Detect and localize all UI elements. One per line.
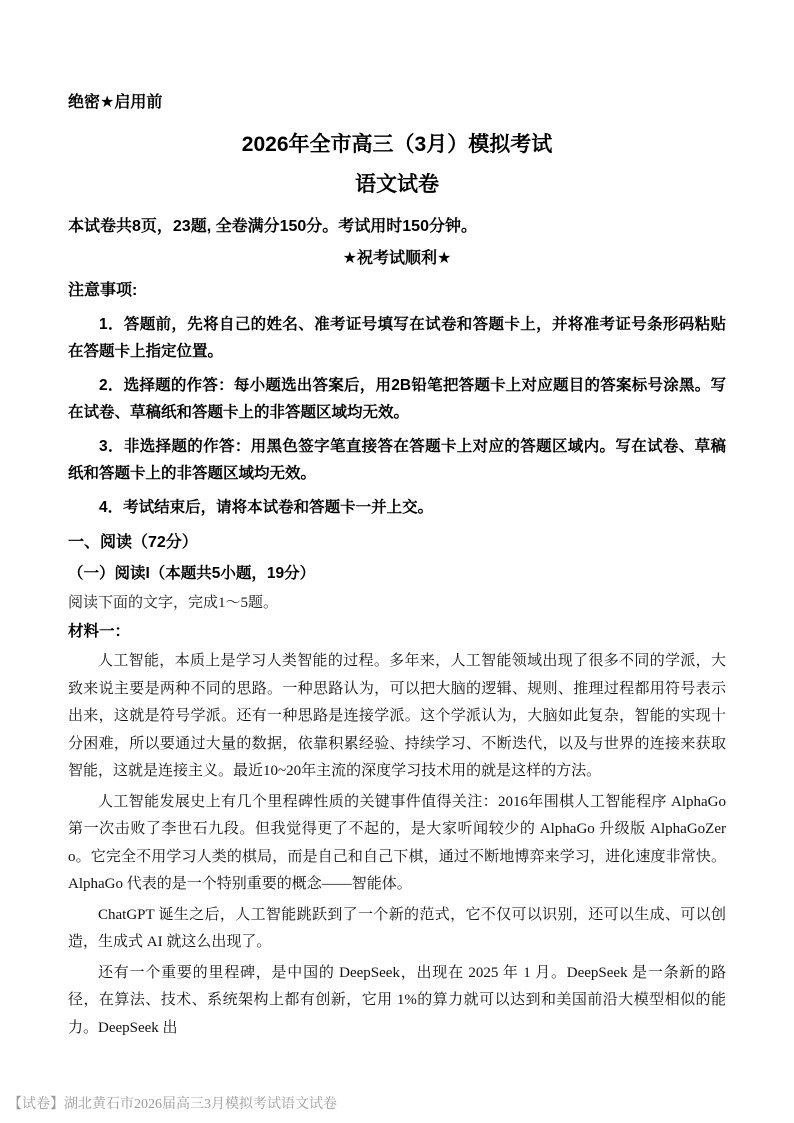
material-paragraph-2: 人工智能发展史上有几个里程碑性质的关键事件值得关注：2016年围棋人工智能程序 AlphaGo 第一次击败了李世石九段。但我觉得更了不起的，是大家听闻较少的 AlphaGo 升级版 AlphaGoZero。它完全不用学习人类的棋局，而是自己和自己下棋，通过不断地博弈来学习，进化速度非常快。AlphaGo 代表的是一个特别重要的概念——智能体。 — [68, 793, 726, 892]
notice-item-3: 3．非选择题的作答：用黑色签字笔直接答在答题卡上对应的答题区域内。写在试卷、草稿纸和答题卡上的非答题区域均无效。 — [68, 438, 726, 482]
section-subheading-reading-1: （一）阅读I（本题共5小题，19分） — [68, 565, 316, 582]
notice-item-2: 2．选择题的作答：每小题选出答案后，用2B铅笔把答题卡上对应题目的答案标号涂黑。写在试卷、草稿纸和答题卡上的非答题区域均无效。 — [68, 377, 726, 421]
reading-instruction: 阅读下面的文字，完成1～5题。 — [68, 595, 279, 611]
footer-source-note: 【试卷】湖北黄石市2026届高三3月模拟考试语文试卷 — [8, 1097, 337, 1112]
material-paragraph-3: ChatGPT 诞生之后，人工智能跳跃到了一个新的范式，它不仅可以识别，还可以生成、可以创造，生成式 AI 就这么出现了。 — [68, 906, 726, 950]
good-luck-line: ★祝考试顺利★ — [342, 250, 452, 267]
notice-title: 注意事项: — [68, 282, 138, 299]
classification-label: 绝密★启用前 — [68, 94, 163, 111]
section-heading-reading: 一、阅读（72分） — [68, 534, 198, 551]
material-one-label: 材料一： — [68, 623, 131, 640]
exam-title: 2026年全市高三（3月）模拟考试 — [241, 133, 553, 156]
material-paragraph-1: 人工智能，本质上是学习人类智能的过程。多年来，人工智能领域出现了很多不同的学派，大致来说主要是两种不同的思路。一种思路认为，可以把大脑的逻辑、规则、推理过程都用符号表示出来，这就是符号学派。还有一种思路是连接学派。这个学派认为，大脑如此复杂，智能的实现十分困难，所以要通过大量的数据，依靠积累经验、持续学习、不断迭代，以及与世界的连接来获取智能，这就是连接主义。最近10~20年主流的深度学习技术用的就是这样的方法。 — [68, 653, 726, 779]
notice-item-1: 1．答题前，先将自己的姓名、准考证号填写在试卷和答题卡上，并将准考证号条形码粘贴在答题卡上指定位置。 — [68, 316, 726, 360]
notice-item-4: 4．考试结束后，请将本试卷和答题卡一并上交。 — [99, 499, 434, 516]
exam-info-line: 本试卷共8页，23题, 全卷满分150分。考试用时150分钟。 — [68, 218, 477, 235]
material-paragraph-4: 还有一个重要的里程碑，是中国的 DeepSeek，出现在 2025 年 1 月。DeepSeek 是一条新的路径，在算法、技术、系统架构上都有创新，它用 1%的算力就可以达到和美国前沿大模型相似的能力。DeepSeek 出 — [68, 964, 726, 1036]
paper-subject-title: 语文试卷 — [355, 173, 439, 196]
